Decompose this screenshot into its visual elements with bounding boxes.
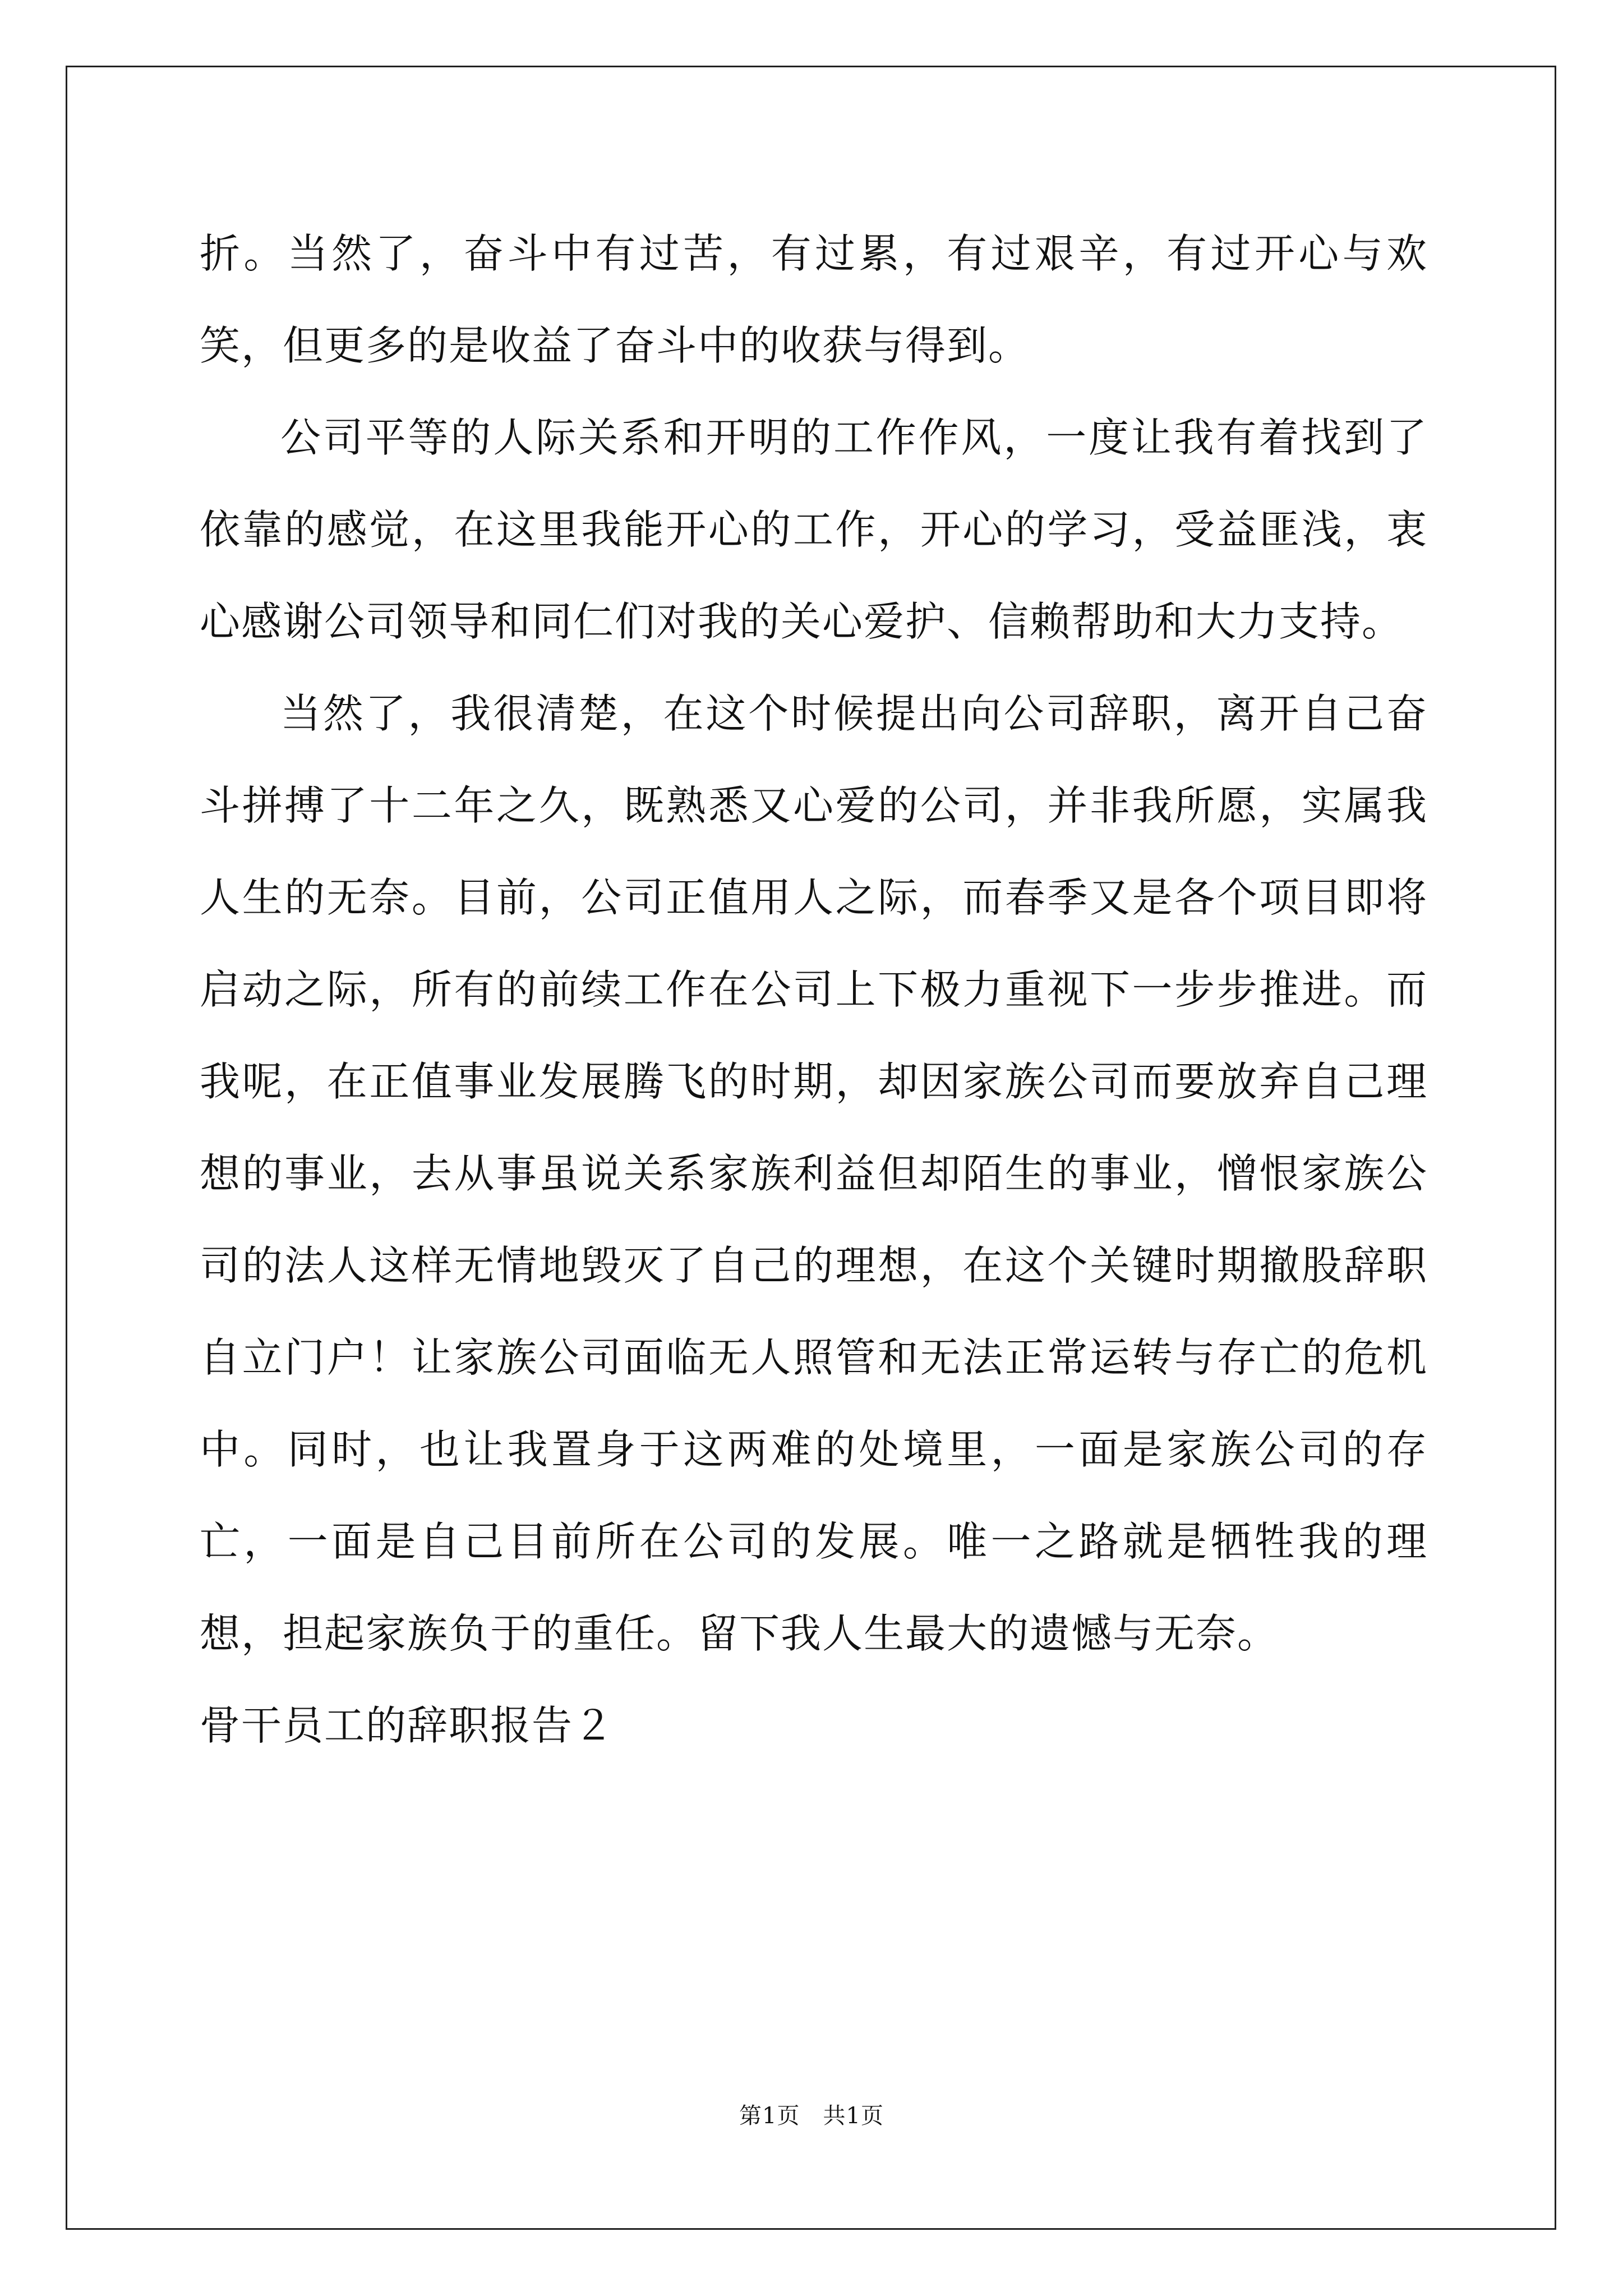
document-body [200, 208, 1428, 1772]
paragraph-1: 折。当然了，奋斗中有过苦，有过累，有过艰辛，有过开心与欢笑，但更多的是收益了奋斗中的收获与得到。 [200, 230, 1428, 369]
section-heading: 骨干员工的辞职报告２ [200, 1702, 615, 1749]
paragraph-3: 当然了，我很清楚，在这个时候提出向公司辞职，离开自己奋斗拼搏了十二年之久，既熟悉又心爱的公司，并非我所愿，实属我人生的无奈。目前，公司正值用人之际，而春季又是各个项目即将启动之际，所有的前续工作在公司上下极力重视下一步步推进。而我呢，在正值事业发展腾飞的时期，却因家族公司而要放弃自己理想的事业，去从事虽说关系家族利益但却陌生的事业，憎恨家族公司的法人这样无情地毁灭了自己的理想，在这个关键时期撤股辞职自立门户！让家族公司面临无人照管和无法正常运转与存亡的危机中。同时，也让我置身于这两难的处境里，一面是家族公司的存亡，一面是自己目前所在公司的发展。唯一之路就是牺牲我的理想，担起家族负于的重任。留下我人生最大的遗憾与无奈。 [200, 690, 1428, 1657]
page-footer: 第1页 共1页 [739, 2103, 884, 2129]
paragraph-2: 公司平等的人际关系和开明的工作作风，一度让我有着找到了依靠的感觉，在这里我能开心的工作，开心的学习，受益匪浅，衷心感谢公司领导和同仁们对我的关心爱护、信赖帮助和大力支持。 [200, 414, 1428, 645]
